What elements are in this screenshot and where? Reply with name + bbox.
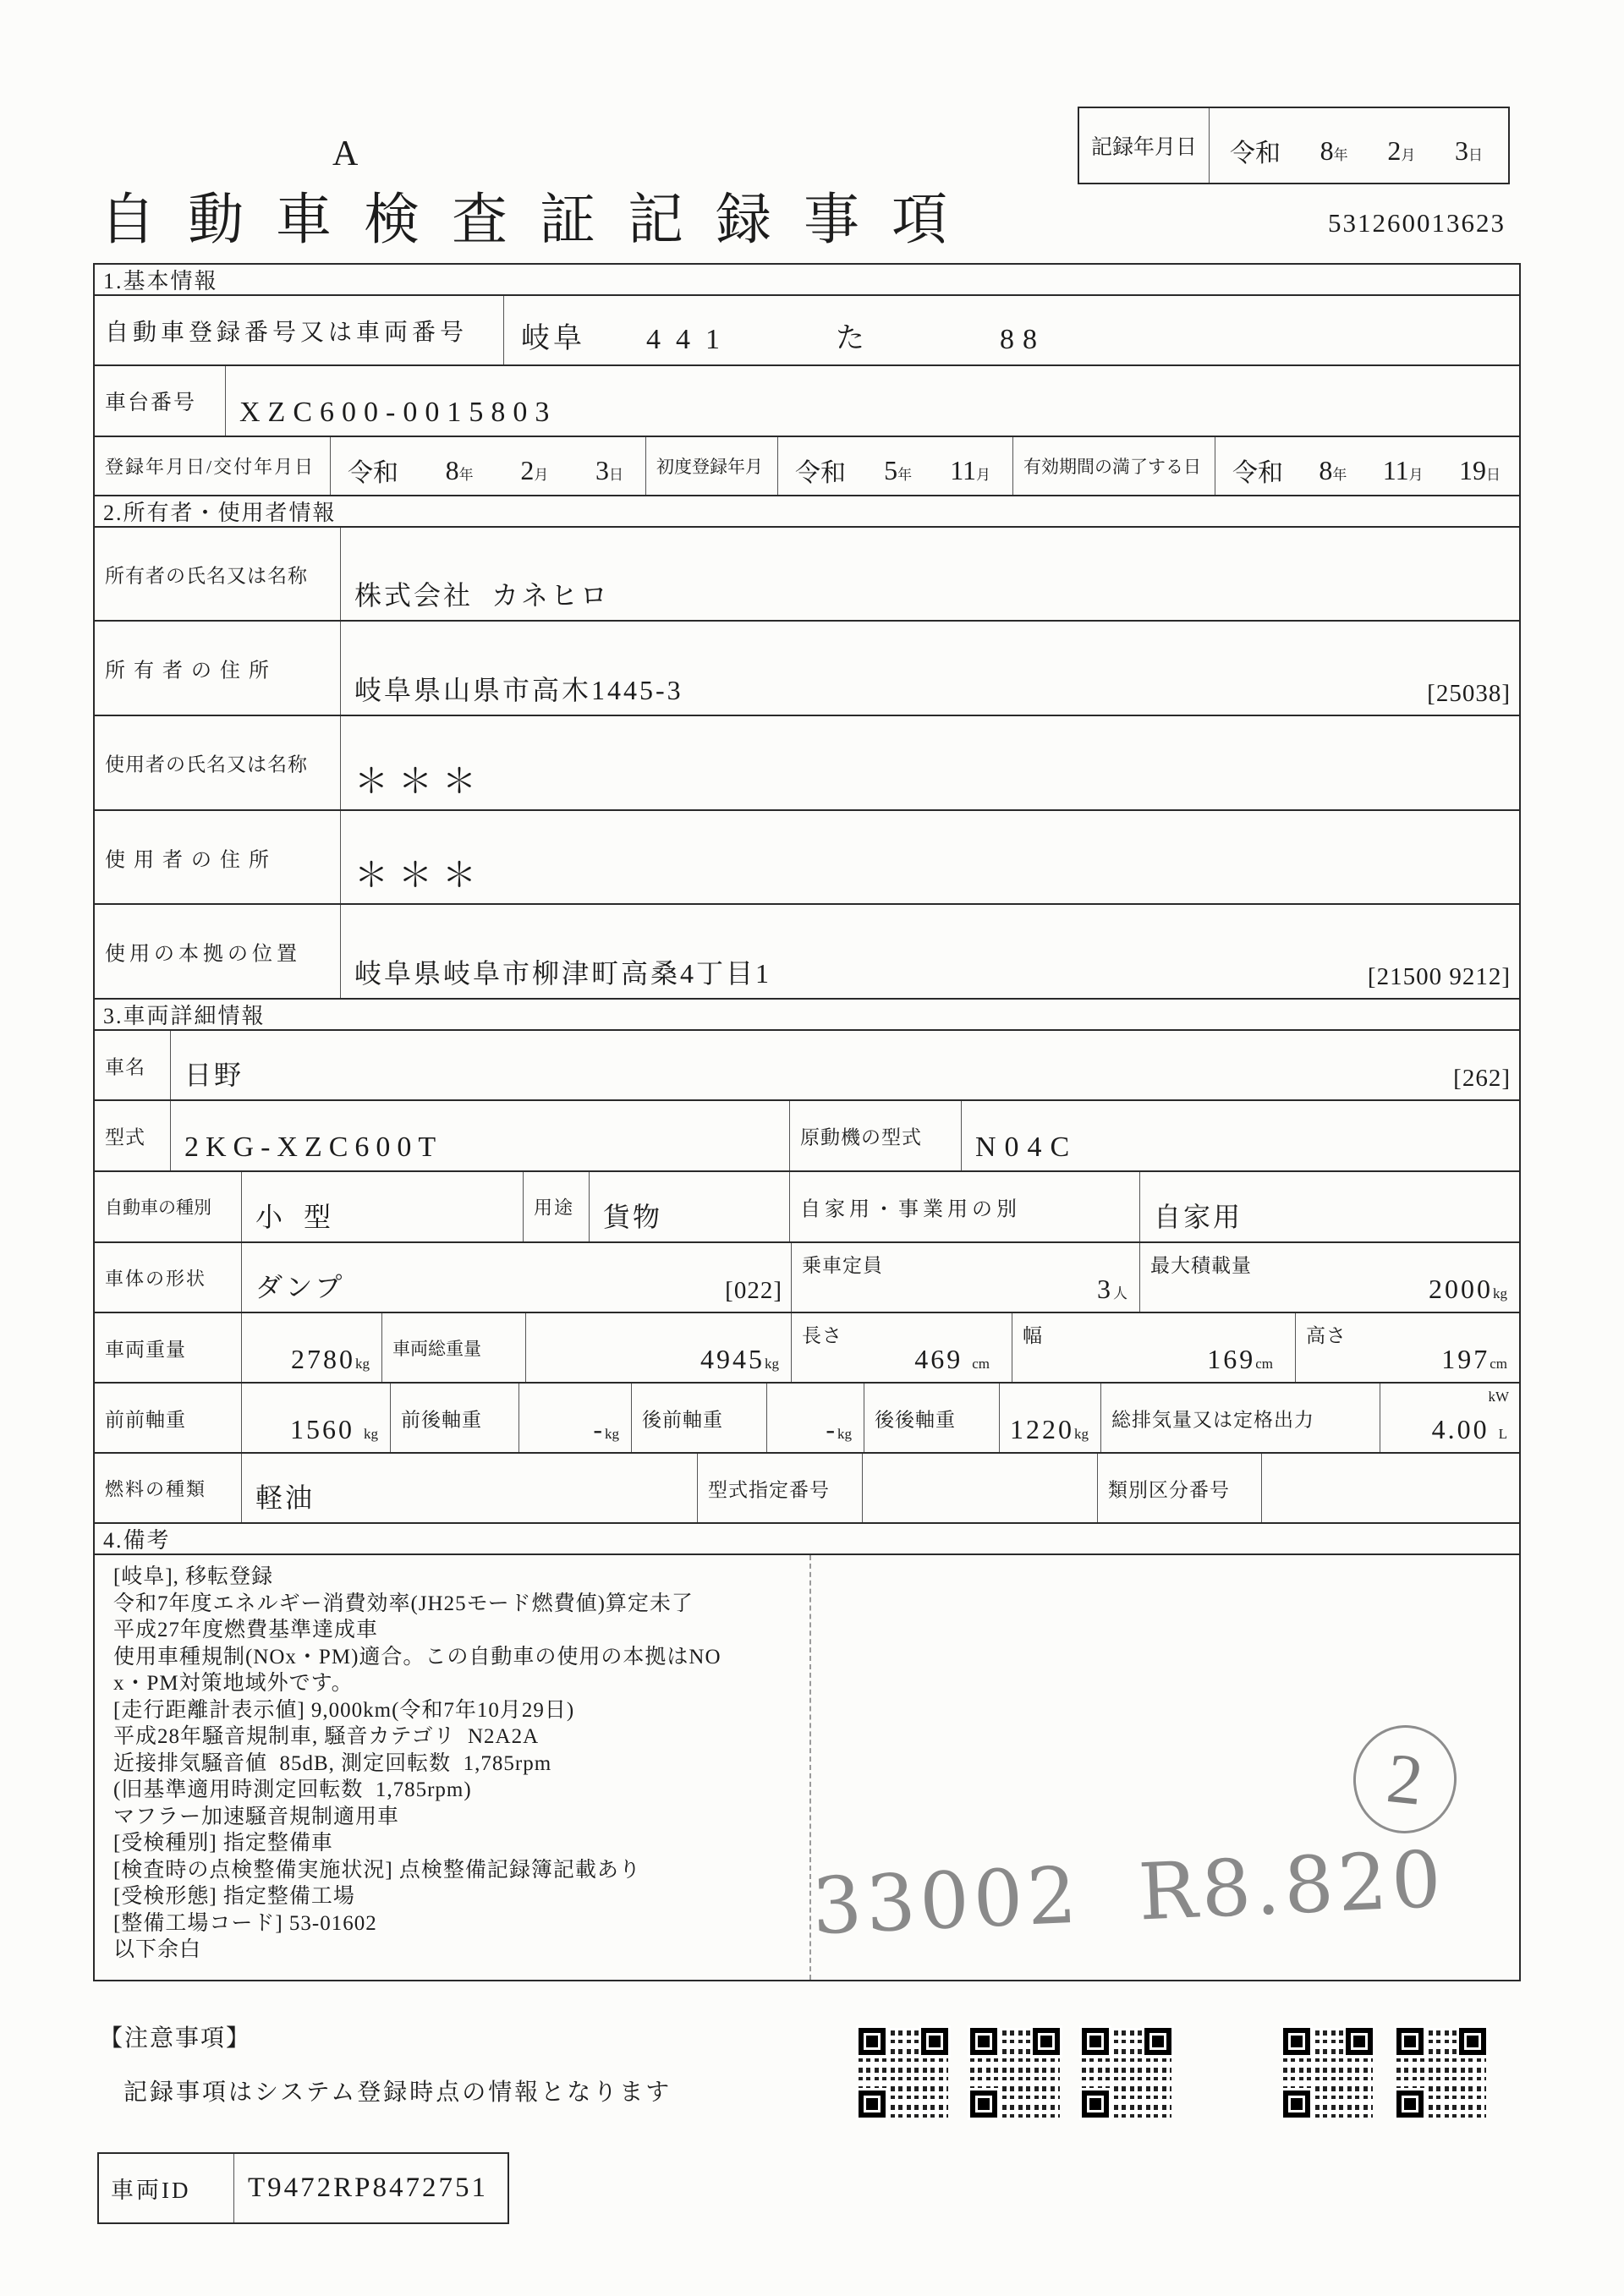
- record-date-value: 令和 8年 2月 3日: [1210, 108, 1508, 183]
- chassis-number-row: [95, 366, 1519, 437]
- type-certification-value: [863, 1454, 1098, 1522]
- kind-use-row: [95, 1172, 1519, 1243]
- axle-rear-rear-value: 1220kg: [1010, 1414, 1089, 1444]
- capacity-label: 乗車定員: [802, 1255, 883, 1276]
- height-value: 197cm: [1441, 1344, 1507, 1374]
- ownership-type-label: 自家用・事業用の別: [800, 1198, 1021, 1221]
- section-basic-info: 1.基本情報: [95, 265, 1519, 296]
- vehicle-id-label: 車両ID: [99, 2154, 234, 2222]
- chassis-number-label: 車台番号: [105, 392, 197, 414]
- ownership-type-value: 自家用: [1154, 1202, 1243, 1232]
- axle-rear-front-label: 後前軸重: [642, 1409, 723, 1430]
- expiry-date-value: 令和 8年 11月 19日: [1232, 454, 1501, 487]
- gross-weight-label: 車両総重量: [392, 1338, 481, 1359]
- vehicle-kind-label: 自動車の種別: [105, 1197, 211, 1218]
- body-shape-value: ダンプ: [255, 1272, 345, 1302]
- certificate-table: [93, 263, 1521, 1981]
- max-load-value: 2000kg: [1429, 1274, 1507, 1304]
- qr-code: [1283, 2028, 1373, 2118]
- handwritten-note: 33002 R8.820: [810, 1833, 1447, 1953]
- model-value: 2KG-XZC600T: [184, 1132, 443, 1163]
- user-address-value: ＊＊＊: [354, 856, 486, 894]
- model-label: 型式: [105, 1126, 145, 1148]
- axle-front-rear-label: 前後軸重: [401, 1409, 482, 1430]
- base-location-label: 使用の本拠の位置: [105, 943, 301, 966]
- section-owner-user: 2.所有者・使用者情報: [95, 496, 1519, 528]
- weights-dimensions-row: [95, 1313, 1519, 1384]
- fuel-type-label: 燃料の種類: [105, 1478, 207, 1499]
- expiry-date-label: 有効期間の満了する日: [1023, 457, 1201, 477]
- notice-title: 【注意事項】: [99, 2025, 252, 2052]
- qr-code: [1082, 2028, 1171, 2118]
- max-load-label: 最大積載量: [1150, 1255, 1252, 1276]
- axle-rear-rear-label: 後後軸重: [875, 1409, 956, 1430]
- vehicle-weight-value: 2780kg: [291, 1344, 370, 1374]
- owner-address-label: 所 有 者 の 住 所: [105, 660, 271, 682]
- era: 令和: [1230, 140, 1281, 167]
- displacement-cell: [1380, 1384, 1519, 1452]
- gross-weight-value: 4945kg: [700, 1344, 779, 1374]
- notice-body: 記録事項はシステム登録時点の情報となります: [123, 2080, 672, 2106]
- section-vehicle-detail: 3.車両詳細情報: [95, 1000, 1519, 1031]
- base-location-row: [95, 905, 1519, 1000]
- vehicle-id-box: [97, 2152, 509, 2224]
- displacement-unit-top: kW: [1488, 1389, 1509, 1405]
- registration-date-label: 登録年月日/交付年月日: [105, 456, 315, 478]
- vehicle-id-value: T9472RP8472751: [248, 2173, 489, 2203]
- owner-name-label: 所有者の氏名又は名称: [105, 565, 308, 586]
- remarks-text: [岐阜], 移転登録 令和7年度エネルギー消費効率(JH25モード燃費値)算定未了 平成27年度燃費基準達成車 使用車種規制(NOx・PM)適合。この自動車の使用の本拠はNO x・PM対策地域外です。 [走行距離計表示値] 9,000km(令和7年10月29日) 平成28年騒音規制車, 騒音カテゴリ N2A2A 近接排気騒音値 85dB, 測定回転数 1,785rpm (旧基準適用時測定回転数 1,785rpm) マフラー加速騒音規制適用車 [受検種別] 指定整備車 [検査時の点検整備実施状況] 点検整備記録簿記載あり [受検形態] 指定整備工場 [整備工場コード] 53-01602 以下余白: [113, 1565, 721, 1961]
- registration-number-row: [95, 296, 1519, 366]
- model-row: [95, 1101, 1519, 1172]
- body-shape-code: [022]: [725, 1277, 782, 1304]
- type-certification-label: 型式指定番号: [708, 1479, 830, 1500]
- vehicle-kind-value: 小 型: [255, 1202, 334, 1232]
- use-value: 貨物: [603, 1202, 663, 1232]
- capacity-value: 3人: [1097, 1274, 1127, 1304]
- owner-name-value: 株式会社 カネヒロ: [354, 580, 611, 611]
- body-shape-label: 車体の形状: [105, 1268, 207, 1289]
- class-number-value: [1262, 1454, 1519, 1522]
- axle-rear-front-value: -kg: [826, 1414, 852, 1444]
- axle-front-rear-value: -kg: [593, 1414, 619, 1444]
- record-date-box: [1078, 107, 1510, 184]
- engine-model-value: N04C: [975, 1132, 1078, 1163]
- displacement-label: 総排気量又は定格出力: [1111, 1409, 1314, 1430]
- base-location-code: [21500 9212]: [1367, 963, 1511, 990]
- registration-date-value: 令和 8年 2月 3日: [331, 437, 646, 495]
- section-remarks: 4.備考: [95, 1524, 1519, 1555]
- first-registration-value: 令和 5年 11月: [778, 437, 1013, 495]
- width-label: 幅: [1023, 1325, 1043, 1346]
- body-shape-row: [95, 1243, 1519, 1313]
- owner-address-code: [25038]: [1427, 680, 1511, 707]
- chassis-number-value: XZC600-0015803: [239, 397, 557, 428]
- vehicle-name-row: [95, 1031, 1519, 1101]
- user-name-value: ＊＊＊: [354, 762, 486, 800]
- use-label: 用途: [534, 1197, 575, 1219]
- height-label: 高さ: [1306, 1325, 1347, 1346]
- owner-address-row: [95, 622, 1519, 716]
- qr-code: [859, 2028, 948, 2118]
- vehicle-weight-label: 車両重量: [105, 1339, 186, 1360]
- engine-model-label: 原動機の型式: [800, 1126, 922, 1148]
- page-title: 自動車検査証記録事項: [100, 189, 979, 251]
- class-number-label: 類別区分番号: [1108, 1479, 1230, 1500]
- remarks-divider-line: [809, 1555, 811, 1980]
- registration-number-label: 自動車登録番号又は車両番号: [105, 319, 469, 346]
- user-name-row: [95, 716, 1519, 811]
- user-address-row: [95, 811, 1519, 905]
- dates-row: [95, 437, 1519, 496]
- width-value: 169cm: [1207, 1344, 1273, 1374]
- record-date-label: 記録年月日: [1079, 108, 1210, 183]
- owner-address-value: 岐阜県山県市高木1445-3: [354, 675, 683, 705]
- fuel-row: [95, 1454, 1519, 1524]
- qr-code: [970, 2028, 1060, 2118]
- vehicle-name-label: 車名: [105, 1056, 145, 1077]
- axle-front-front-value: 1560 kg: [290, 1414, 378, 1444]
- document-serial-number: 531260013623: [1328, 208, 1506, 238]
- page-marker: A: [332, 134, 359, 173]
- length-label: 長さ: [802, 1325, 842, 1346]
- registration-number-value: 岐阜 441 た 88: [521, 323, 1045, 355]
- displacement-value: 4.00 L: [1431, 1414, 1507, 1444]
- first-registration-label: 初度登録年月: [656, 457, 763, 477]
- handwritten-circled-number: 2: [1348, 1720, 1462, 1838]
- axle-weights-row: [95, 1384, 1519, 1454]
- user-name-label: 使用者の氏名又は名称: [105, 753, 308, 775]
- vehicle-name-code: [262]: [1453, 1065, 1511, 1092]
- owner-name-row: [95, 528, 1519, 622]
- base-location-value: 岐阜県岐阜市柳津町高桑4丁目1: [354, 958, 772, 989]
- axle-front-front-label: 前前軸重: [105, 1409, 186, 1430]
- qr-code: [1396, 2028, 1486, 2118]
- length-value: 469 cm: [914, 1344, 990, 1374]
- fuel-type-value: 軽油: [255, 1482, 315, 1513]
- user-address-label: 使 用 者 の 住 所: [105, 849, 271, 871]
- vehicle-name-value: 日野: [184, 1060, 244, 1090]
